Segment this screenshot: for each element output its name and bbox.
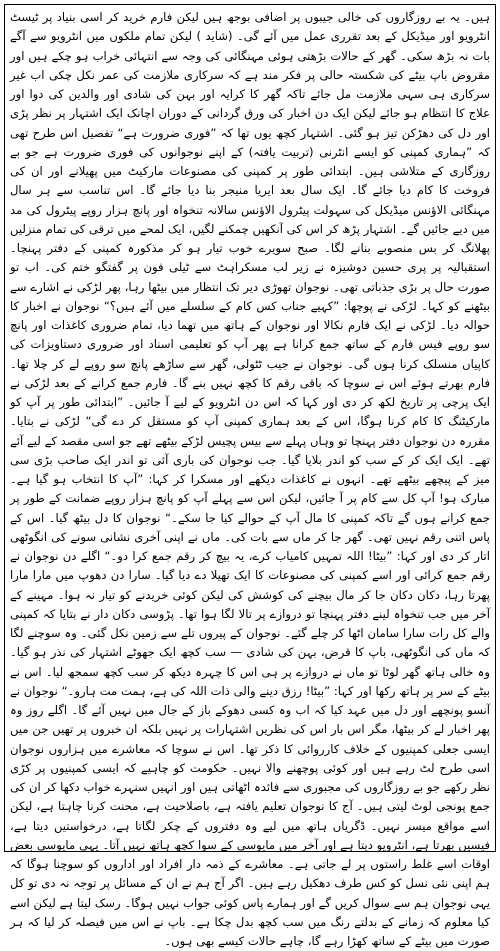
- document-page: [4, 4, 496, 948]
- article-body-text: ہیں۔ یہ بے روزگاروں کی خالی جیبوں پر اضافی بوجھ ہیں لیکن فارم خرید کر اسی بنیاد پر ٹیسٹ انٹرویو اور میڈیکل کے بعد تقرری عمل میں آئے گی۔ (شاید ) لیکن تمام ملکوں میں انٹرویو سے آگے بات نہ بڑھ سکی۔ گھر کے حالات بڑھتی ہوئی مہنگائی کی وجہ سے انتہائی خراب ہو چکے ہیں اور مقروض باپ بیٹے کی شکستہ حالی پر فکر مند ہے کہ سرکاری ملازمت کی عمر نکل چکی اب غیر سرکاری ہی سہی ملازمت مل جائے تاکہ گھر کا کرایہ اور بہن کی شادی اور والدین کی دوا اور علاج کا انتظام ہو جائے لیکن ایک دن اخبار کی ورق گردانی کے دوران اچانک ایک اشتہار پر نظر پڑی اور دل کی دھڑکن تیز ہو گئی۔ اشتہار کچھ یوں تھا کہ ”فوری ضرورت ہے“ تفصیل اس طرح تھی کہ ”ہماری کمپنی کو ایسے انٹرنی (تربیت یافتہ) کے اپنے نوجوانوں کی فوری ضرورت ہے جو بے روزگاری کے متلاشی ہیں۔ ابتدائی طور پر کمپنی کی مصنوعات مارکیٹ میں پھیلانے اور ان کی فروخت کا کام دیا جائے گا۔ ایک سال بعد ایریا منیجر بنا دیا جائے گا۔ اس تناسب سے ہر سال مہنگائی الاؤنس میڈیکل کی سہولت پیٹرول الاؤنس سالانہ تنخواہ اور پانچ ہزار روپے پیٹرول کی مد میں دیے جائیں گے۔ اشتہار پڑھ کر اس کی آنکھیں چمکنے لگیں، ایک لمحے میں ترقی کی تمام منزلیں پھلانگ کر بس منصوبے بنانے لگا۔ صبح سویرے خوب تیار ہو کر مذکورہ کمپنی کے دفتر پہنچا۔ استقبالیہ پر پری حسین دوشیزہ نے زیر لب مسکراہٹ سے ٹیلی فون پر گفتگو ختم کی۔ اب تو صورت حال پر بڑی جذباتی تھی۔ نوجوان تھوڑی دیر تک انتظار میں بیٹھا رہا، پھر لڑکی نے اشارے سے بیٹھنے کو کہا۔ لڑکی نے پوچھا: ”کہیے جناب کس کام کے سلسلے میں آئے ہیں؟“ نوجوان نے اخبار کا حوالہ دیا۔ لڑکی نے ایک فارم نکالا اور نوجوان کے ہاتھ میں تھما دیا، تمام ضروری کاغذات اور پانچ سو روپے فیس فارم کے ساتھ جمع کرانا ہے پھر آپ کو تعلیمی اسناد اور ضروری دستاویزات کی کاپیاں منسلک کرنا ہوں گی۔ نوجوان نے جیب ٹٹولی، گھر سے ساڑھے پانچ سو روپے لے کر چلا تھا۔ فارم بھرتے ہوئے اس نے سوچا کہ باقی رقم کا کچھ نہیں بنے گا۔ فارم جمع کرانے کے بعد لڑکی نے ایک پرچی پر تاریخ لکھ کر دی اور کہا کہ اس دن انٹرویو کے لیے آ جائیں۔ ”ابتدائی طور پر آپ کو مارکیٹنگ کا کام کرنا ہوگا، اس کے بعد ہماری کمپنی آپ کو مستقل کر دے گی“ لڑکی نے بتایا۔ مقررہ دن نوجوان دفتر پہنچا تو وہاں پہلے سے بیس پچیس لڑکے بیٹھے تھے جو اسی مقصد کے لیے آئے تھے۔ ایک ایک کر کے سب کو اندر بلایا گیا۔ جب نوجوان کی باری آئی تو اندر ایک صاحب بڑی سی میز کے پیچھے بیٹھے تھے۔ انہوں نے کاغذات دیکھے اور مسکرا کر کہا: ”آپ کا انتخاب ہو گیا ہے۔ مبارک ہو! آپ کل سے کام پر آ جائیں، لیکن اس سے پہلے آپ کو پانچ ہزار روپے ضمانت کے طور پر جمع کرانے ہوں گے تاکہ کمپنی کا مال آپ کے حوالے کیا جا سکے۔“ نوجوان کا دل بیٹھ گیا۔ اس کے پاس اتنی رقم نہیں تھی۔ گھر جا کر ماں سے بات کی۔ ماں نے اپنی آخری نشانی سونے کی انگوٹھی اتار کر دی اور کہا: ”بیٹا! اللہ تمہیں کامیاب کرے، یہ بیچ کر رقم جمع کرا دو۔“ اگلے دن نوجوان نے رقم جمع کرائی اور اسے کمپنی کی مصنوعات کا ایک تھیلا دے دیا گیا۔ سارا دن دھوپ میں مارا مارا پھرتا رہا، دکان دکان جا کر مال بیچنے کی کوشش کی لیکن کوئی خریدنے کو تیار نہ ہوا۔ مہینے کے آخر میں جب تنخواہ لینے دفتر پہنچا تو دروازے پر تالا لگا ہوا تھا۔ پڑوسی دکان دار نے بتایا کہ کمپنی والے کل رات سارا سامان اٹھا کر چلے گئے۔ نوجوان کے پیروں تلے سے زمین نکل گئی۔ وہ سوچنے لگا کہ ماں کی انگوٹھی، باپ کا قرض، بہن کی شادی — سب کچھ ایک جھوٹے اشتہار کی نذر ہو گیا۔ وہ خالی ہاتھ گھر لوٹا تو ماں نے دروازے پر ہی اس کا چہرہ دیکھ کر سب کچھ سمجھ لیا۔ اس نے بیٹے کے سر پر ہاتھ رکھا اور کہا: ”بیٹا! رزق دینے والی ذات اللہ کی ہے، ہمت مت ہارو۔“ نوجوان نے آنسو پونچھے اور دل میں عہد کیا کہ اب وہ کسی دھوکے باز کے جال میں نہیں آئے گا۔ اگلے روز وہ پھر اخبار لے کر بیٹھا، مگر اس بار اس کی نظریں اشتہارات پر نہیں بلکہ ان خبروں پر تھیں جن میں ایسی جعلی کمپنیوں کے خلاف کارروائی کا ذکر تھا۔ اس نے سوچا کہ معاشرے میں ہزاروں نوجوان اسی طرح لٹ رہے ہیں اور کوئی پوچھنے والا نہیں۔ حکومت کو چاہیے کہ ایسی کمپنیوں پر کڑی نظر رکھے جو بے روزگاروں کی مجبوری سے فائدہ اٹھاتی ہیں اور انہیں سنہرے خواب دکھا کر ان کی جمع پونجی لوٹ لیتی ہیں۔ آج کا نوجوان تعلیم یافتہ ہے، باصلاحیت ہے، محنت کرنا چاہتا ہے، لیکن اسے مواقع میسر نہیں۔ ڈگریاں ہاتھ میں لیے وہ دفتروں کے چکر لگاتا ہے، درخواستیں دیتا ہے، فیسیں بھرتا ہے، انٹرویو دیتا ہے اور آخر میں مایوسی کے سوا کچھ ہاتھ نہیں آتا۔ یہی مایوسی بعض اوقات اسے غلط راستوں پر لے جاتی ہے۔ معاشرے کے ذمہ دار افراد اور اداروں کو سوچنا ہوگا کہ ہم اپنی نئی نسل کو کس طرف دھکیل رہے ہیں۔ اگر آج ہم نے ان کے مسائل پر توجہ نہ دی تو کل یہی نوجوان ہم سے سوال کریں گے اور ہمارے پاس کوئی جواب نہیں ہوگا۔ رسک لیتا ہے لیکن اسے کیا معلوم کہ زمانے کے بدلتے رنگ میں سب کچھ بدل چکا ہے۔ باپ نے اس میں فیصلہ کر لیا کہ ہر صورت میں بیٹے کے ساتھ کھڑا رہے گا، چاہے حالات کیسے بھی ہوں۔: [10, 10, 490, 948]
